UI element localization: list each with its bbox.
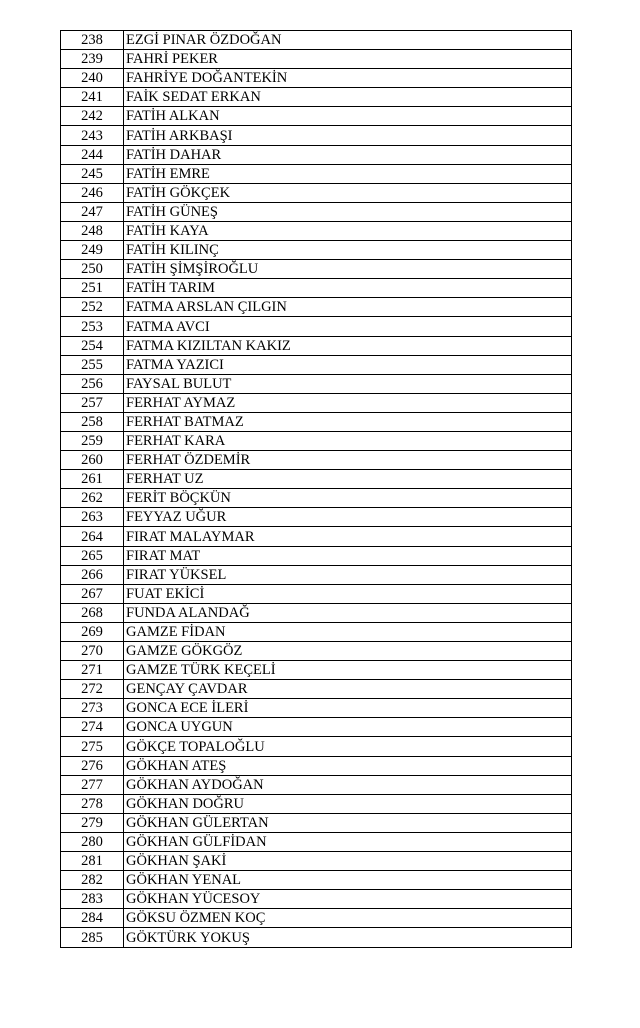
table-row	[61, 508, 572, 527]
table-row	[61, 336, 572, 355]
table-row	[61, 317, 572, 336]
row-number: 260	[61, 451, 124, 470]
person-name: FERHAT AYMAZ	[124, 393, 572, 412]
row-number: 242	[61, 107, 124, 126]
row-number: 246	[61, 183, 124, 202]
person-name: GAMZE FİDAN	[124, 622, 572, 641]
table-row	[61, 584, 572, 603]
person-name: FIRAT MALAYMAR	[124, 527, 572, 546]
table-row	[61, 260, 572, 279]
person-name: GÖKHAN YENAL	[124, 871, 572, 890]
person-name: FUNDA ALANDAĞ	[124, 603, 572, 622]
row-number: 248	[61, 221, 124, 240]
row-number: 274	[61, 718, 124, 737]
person-name: FERHAT UZ	[124, 470, 572, 489]
table-row	[61, 661, 572, 680]
row-number: 262	[61, 489, 124, 508]
row-number: 266	[61, 565, 124, 584]
person-name: FATMA ARSLAN ÇILGIN	[124, 298, 572, 317]
table-row	[61, 107, 572, 126]
person-name: FATMA AVCI	[124, 317, 572, 336]
person-name: GÖKHAN DOĞRU	[124, 794, 572, 813]
row-number: 279	[61, 813, 124, 832]
row-number: 254	[61, 336, 124, 355]
row-number: 285	[61, 928, 124, 947]
person-name: GÖKÇE TOPALOĞLU	[124, 737, 572, 756]
table-row	[61, 470, 572, 489]
table-row	[61, 164, 572, 183]
row-number: 257	[61, 393, 124, 412]
person-name: GÖKHAN AYDOĞAN	[124, 775, 572, 794]
table-row	[61, 699, 572, 718]
row-number: 263	[61, 508, 124, 527]
table-row	[61, 202, 572, 221]
row-number: 265	[61, 546, 124, 565]
row-number: 272	[61, 680, 124, 699]
person-name: FIRAT YÜKSEL	[124, 565, 572, 584]
person-name: GÖKHAN ŞAKİ	[124, 852, 572, 871]
person-name: GÖKHAN GÜLFİDAN	[124, 832, 572, 851]
table-row	[61, 909, 572, 928]
table-row	[61, 279, 572, 298]
person-name: FERHAT BATMAZ	[124, 412, 572, 431]
table-row	[61, 680, 572, 699]
person-name: GAMZE TÜRK KEÇELİ	[124, 661, 572, 680]
row-number: 268	[61, 603, 124, 622]
table-row	[61, 431, 572, 450]
row-number: 252	[61, 298, 124, 317]
table-row	[61, 775, 572, 794]
table-row	[61, 183, 572, 202]
table-row	[61, 126, 572, 145]
person-name: GÖKHAN YÜCESOY	[124, 890, 572, 909]
table-row	[61, 756, 572, 775]
person-name: GONCA ECE İLERİ	[124, 699, 572, 718]
person-name: FUAT EKİCİ	[124, 584, 572, 603]
person-name: FATİH KILINÇ	[124, 241, 572, 260]
person-name: FAHRİ PEKER	[124, 50, 572, 69]
table-row	[61, 393, 572, 412]
table-row	[61, 50, 572, 69]
person-name: GÖKHAN GÜLERTAN	[124, 813, 572, 832]
row-number: 241	[61, 88, 124, 107]
table-row	[61, 412, 572, 431]
table-row	[61, 298, 572, 317]
row-number: 270	[61, 642, 124, 661]
person-name: GENÇAY ÇAVDAR	[124, 680, 572, 699]
row-number: 282	[61, 871, 124, 890]
row-number: 269	[61, 622, 124, 641]
table-row	[61, 813, 572, 832]
row-number: 280	[61, 832, 124, 851]
person-name: FATİH DAHAR	[124, 145, 572, 164]
person-name: GONCA UYGUN	[124, 718, 572, 737]
row-number: 267	[61, 584, 124, 603]
row-number: 250	[61, 260, 124, 279]
person-name: FATİH ŞİMŞİROĞLU	[124, 260, 572, 279]
row-number: 275	[61, 737, 124, 756]
table-row	[61, 852, 572, 871]
row-number: 253	[61, 317, 124, 336]
table-row	[61, 890, 572, 909]
row-number: 251	[61, 279, 124, 298]
row-number: 259	[61, 431, 124, 450]
table-row	[61, 718, 572, 737]
row-number: 244	[61, 145, 124, 164]
table-row	[61, 88, 572, 107]
person-name: GAMZE GÖKGÖZ	[124, 642, 572, 661]
table-row	[61, 603, 572, 622]
person-name: FAİK SEDAT ERKAN	[124, 88, 572, 107]
person-name: FERHAT KARA	[124, 431, 572, 450]
row-number: 276	[61, 756, 124, 775]
table-row	[61, 374, 572, 393]
row-number: 258	[61, 412, 124, 431]
name-list-body	[61, 31, 572, 948]
row-number: 247	[61, 202, 124, 221]
row-number: 245	[61, 164, 124, 183]
row-number: 273	[61, 699, 124, 718]
table-row	[61, 737, 572, 756]
person-name: FATİH GÜNEŞ	[124, 202, 572, 221]
row-number: 255	[61, 355, 124, 374]
table-row	[61, 928, 572, 947]
table-row	[61, 145, 572, 164]
row-number: 278	[61, 794, 124, 813]
table-row	[61, 832, 572, 851]
table-row	[61, 546, 572, 565]
person-name: FATİH ARKBAŞI	[124, 126, 572, 145]
table-row	[61, 241, 572, 260]
person-name: FEYYAZ UĞUR	[124, 508, 572, 527]
table-row	[61, 221, 572, 240]
person-name: FATİH KAYA	[124, 221, 572, 240]
row-number: 277	[61, 775, 124, 794]
person-name: GÖKTÜRK YOKUŞ	[124, 928, 572, 947]
person-name: FERHAT ÖZDEMİR	[124, 451, 572, 470]
table-row	[61, 489, 572, 508]
table-row	[61, 871, 572, 890]
table-row	[61, 31, 572, 50]
row-number: 271	[61, 661, 124, 680]
person-name: FIRAT MAT	[124, 546, 572, 565]
table-row	[61, 451, 572, 470]
person-name: FATİH TARIM	[124, 279, 572, 298]
row-number: 256	[61, 374, 124, 393]
person-name: FERİT BÖÇKÜN	[124, 489, 572, 508]
person-name: FATMA YAZICI	[124, 355, 572, 374]
row-number: 249	[61, 241, 124, 260]
row-number: 243	[61, 126, 124, 145]
person-name: GÖKHAN ATEŞ	[124, 756, 572, 775]
person-name: FATMA KIZILTAN KAKIZ	[124, 336, 572, 355]
table-row	[61, 794, 572, 813]
row-number: 239	[61, 50, 124, 69]
row-number: 283	[61, 890, 124, 909]
table-row	[61, 565, 572, 584]
row-number: 261	[61, 470, 124, 489]
table-row	[61, 622, 572, 641]
person-name: FATİH EMRE	[124, 164, 572, 183]
table-row	[61, 527, 572, 546]
row-number: 281	[61, 852, 124, 871]
name-list-table	[60, 30, 572, 948]
person-name: EZGİ PINAR ÖZDOĞAN	[124, 31, 572, 50]
table-row	[61, 69, 572, 88]
table-row	[61, 355, 572, 374]
person-name: FAHRİYE DOĞANTEKİN	[124, 69, 572, 88]
person-name: GÖKSU ÖZMEN KOÇ	[124, 909, 572, 928]
row-number: 284	[61, 909, 124, 928]
person-name: FAYSAL BULUT	[124, 374, 572, 393]
table-row	[61, 642, 572, 661]
row-number: 264	[61, 527, 124, 546]
row-number: 240	[61, 69, 124, 88]
person-name: FATİH GÖKÇEK	[124, 183, 572, 202]
person-name: FATİH ALKAN	[124, 107, 572, 126]
row-number: 238	[61, 31, 124, 50]
